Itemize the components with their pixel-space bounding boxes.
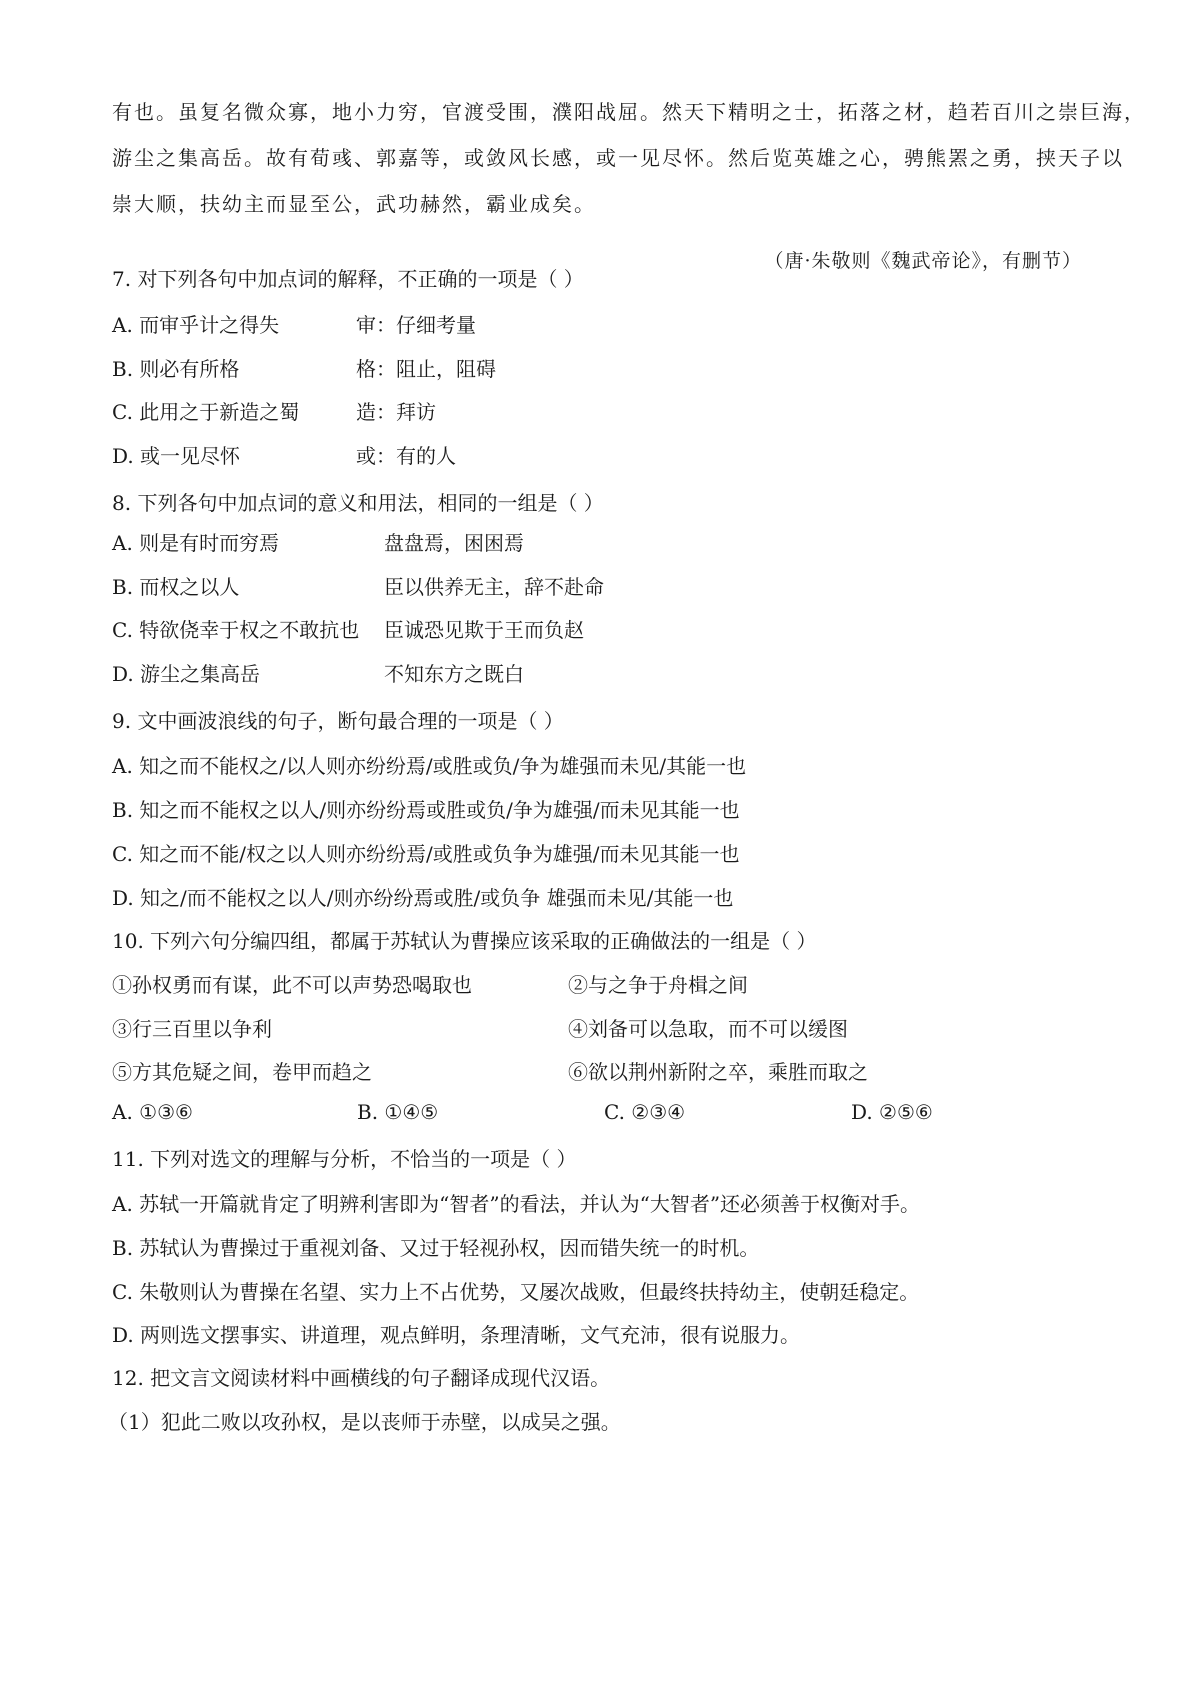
q12-stem: 12. 把文言文阅读材料中画横线的句子翻译成现代汉语。 [112,1366,611,1390]
q8-option-a-sentence: A. 则是有时而穷焉 [112,531,280,555]
q7-option-b-sentence: B. 则必有所格 [112,357,240,381]
q8-option-d-pair: 不知东方之既白 [384,662,524,686]
passage-line-1: 有也。虽复名微众寡，地小力穷，官渡受围，濮阳战屈。然天下精明之士，拓落之材，趋若百川之崇巨海， [112,100,1146,124]
q8-option-b [112,571,604,600]
q10-stem: 10. 下列六句分编四组，都属于苏轼认为曹操应该采取的正确做法的一组是（ ） [112,929,817,953]
q9-option-d: D. 知之/而不能权之以人/则亦纷纷焉或胜/或负争 雄强而未见/其能一也 [112,886,734,910]
q9-option-c: C. 知之而不能/权之以人则亦纷纷焉/或胜或负争为雄强/而未见其能一也 [112,842,740,866]
q10-item-1: ①孙权勇而有谋，此不可以声势恐喝取也 [112,973,472,997]
q8-option-a-pair: 盘盘焉，困困焉 [384,531,524,555]
passage-line-3: 崇大顺，扶幼主而显至公，武功赫然，霸业成矣。 [112,192,596,216]
q8-option-a [112,527,524,556]
q9-stem: 9. 文中画波浪线的句子，断句最合理的一项是（ ） [112,709,564,733]
q7-option-c-sentence: C. 此用之于新造之蜀 [112,400,300,424]
q7-stem: 7. 对下列各句中加点词的解释，不正确的一项是（ ） [112,267,584,291]
q7-option-d-sentence: D. 或一见尽怀 [112,444,241,468]
q8-option-d [112,658,524,687]
q8-option-c-sentence: C. 特欲侥幸于权之不敢抗也 [112,618,360,642]
q8-option-c-pair: 臣诚恐见欺于王而负赵 [384,618,584,642]
q7-option-a [112,309,476,338]
q10-item-4: ④刘备可以急取，而不可以缓图 [568,1017,848,1041]
passage-source: （唐·朱敬则《魏武帝论》，有删节） [764,250,1082,272]
q7-option-b-gloss: 格：阻止，阻碍 [356,357,496,381]
q9-option-b: B. 知之而不能权之以人/则亦纷纷焉或胜或负/争为雄强/而未见其能一也 [112,798,740,822]
q7-option-c [112,396,436,425]
q12-sub1: （1）犯此二败以攻孙权，是以丧师于赤壁，以成吴之强。 [108,1410,621,1434]
q11-stem: 11. 下列对选文的理解与分析，不恰当的一项是（ ） [112,1147,577,1171]
q7-option-d [112,440,456,469]
q10-item-6: ⑥欲以荆州新附之卒，乘胜而取之 [568,1060,868,1084]
q7-option-b [112,353,496,382]
q11-option-d: D. 两则选文摆事实、讲道理，观点鲜明，条理清晰，文气充沛，很有说服力。 [112,1323,801,1347]
passage-line-2: 游尘之集高岳。故有荀彧、郭嘉等，或敛风长感，或一见尽怀。然后览英雄之心，骋熊罴之勇，挟天子以 [112,146,1124,170]
q7-option-a-gloss: 审：仔细考量 [356,313,476,337]
q10-option-c: C. ②③④ [604,1100,686,1124]
q11-option-c: C. 朱敬则认为曹操在名望、实力上不占优势，又屡次战败，但最终扶持幼主，使朝廷稳定。 [112,1280,920,1304]
q8-option-b-pair: 臣以供养无主，辞不赴命 [384,575,604,599]
q8-option-b-sentence: B. 而权之以人 [112,575,240,599]
q8-option-c [112,614,584,643]
q11-option-a: A. 苏轼一开篇就肯定了明辨利害即为“智者”的看法，并认为“大智者”还必须善于权衡对手。 [112,1192,921,1216]
q10-option-d: D. ②⑤⑥ [851,1100,933,1124]
q10-item-2: ②与之争于舟楫之间 [568,973,748,997]
q7-option-c-gloss: 造：拜访 [356,400,436,424]
q9-option-a: A. 知之而不能权之/以人则亦纷纷焉/或胜或负/争为雄强而未见/其能一也 [112,754,747,778]
q10-option-b: B. ①④⑤ [357,1100,439,1124]
q10-item-3: ③行三百里以争利 [112,1017,272,1041]
q8-option-d-sentence: D. 游尘之集高岳 [112,662,261,686]
q7-option-a-sentence: A. 而审乎计之得失 [112,313,280,337]
q10-option-a: A. ①③⑥ [112,1100,193,1124]
q7-option-d-gloss: 或：有的人 [356,444,456,468]
q10-item-5: ⑤方其危疑之间，卷甲而趋之 [112,1060,372,1084]
q8-stem: 8. 下列各句中加点词的意义和用法，相同的一组是（ ） [112,491,604,515]
q11-option-b: B. 苏轼认为曹操过于重视刘备、又过于轻视孙权，因而错失统一的时机。 [112,1236,760,1260]
